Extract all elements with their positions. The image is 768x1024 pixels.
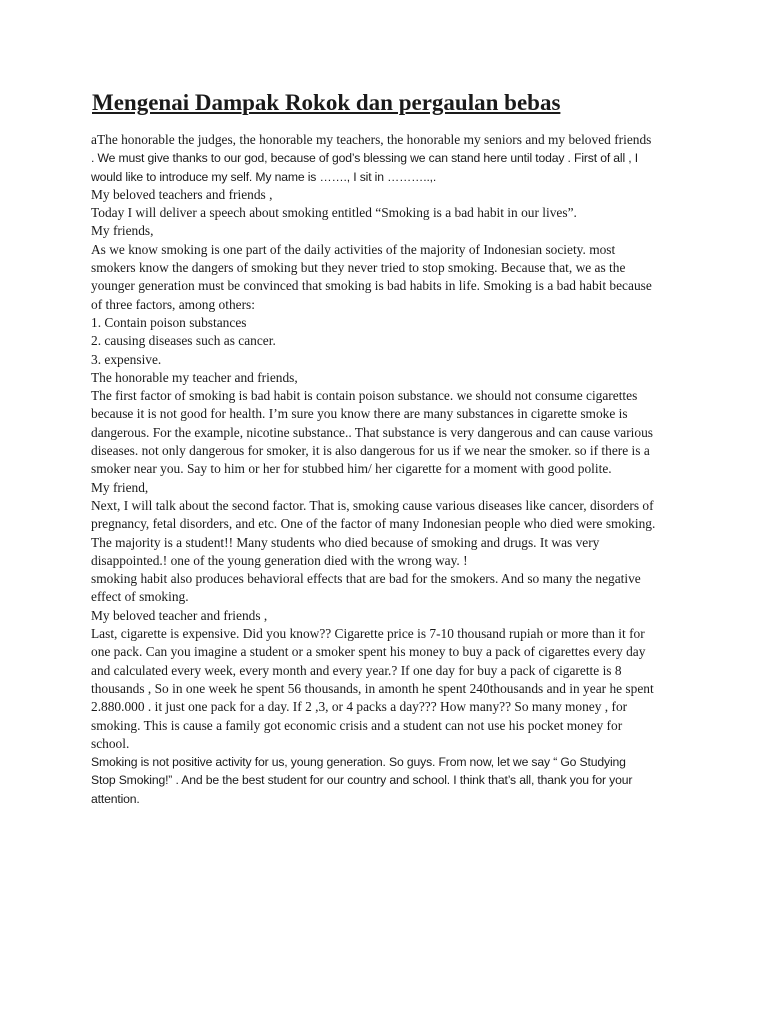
text-line: The majority is a student!! Many students who died because of smoking and drugs. It was very [91, 534, 600, 550]
text-line: aThe honorable the judges, the honorable my teachers, the honorable my seniors and my beloved friends [91, 132, 652, 147]
text-line: My friend, [91, 479, 149, 495]
text-line: disappointed.! one of the young generation died with the wrong way. ! [91, 552, 468, 568]
text-line: one pack. Can you imagine a student or a smoker spent his money to buy a pack of cigarettes every day [91, 644, 646, 660]
text-line: My beloved teachers and friends , [91, 186, 273, 202]
text-line: diseases. not only dangerous for smoker, it is also dangerous for us if we near the smoker. so if there is a [91, 443, 650, 459]
text-line: Stop Smoking!” . And be the best student for our country and school. I think that’s all, thank you for your [91, 773, 633, 788]
text-line: dangerous. For the example, nicotine substance.. That substance is very dangerous and can cause various [91, 424, 653, 440]
text-line: My beloved teacher and friends , [91, 607, 268, 623]
text-line: The honorable my teacher and friends, [91, 369, 298, 385]
text-line: As we know smoking is one part of the daily activities of the majority of Indonesian society. most [91, 241, 616, 257]
text-line: would like to introduce my self. My name is ……., I sit in ………..,. [91, 169, 437, 184]
text-line: smokers know the dangers of smoking but they never tried to stop smoking. Because that, we as the [91, 260, 626, 276]
text-line: school. [91, 735, 130, 751]
text-line: smoking habit also produces behavioral effects that are bad for the smokers. And so many the negative [91, 571, 641, 587]
text-line: Smoking is not positive activity for us, young generation. So guys. From now, let we say “ Go Studying [91, 755, 626, 770]
list-item: 2. causing diseases such as cancer. [91, 333, 276, 349]
text-line: pregnancy, fetal disorders, and etc. One of the factor of many Indonesian people who died were smoking. [91, 516, 656, 532]
text-line: Today I will deliver a speech about smoking entitled “Smoking is a bad habit in our lives”. [91, 205, 577, 221]
text-line: The first factor of smoking is bad habit is contain poison substance. we should not consume cigarettes [91, 388, 638, 404]
text-line: 2.880.000 . it just one pack for a day. If 2 ,3, or 4 packs a day??? How many?? So many money , for [91, 699, 628, 715]
list-item: 1. Contain poison substances [91, 314, 247, 330]
text-line: Last, cigarette is expensive. Did you know?? Cigarette price is 7-10 thousand rupiah or more than it for [91, 626, 645, 642]
text-line: of three factors, among others: [91, 296, 255, 312]
text-line: because it is not good for health. I’m sure you know there are many substances in cigarette smoke is [91, 406, 628, 422]
text-line: effect of smoking. [91, 589, 189, 605]
text-line: smoking. This is cause a family got economic crisis and a student can not use his pocket money for [91, 717, 623, 733]
list-item: 3. expensive. [91, 351, 162, 367]
text-line: and calculated every week, every month and every year.? If one day for buy a pack of cigarette is 8 [91, 662, 622, 678]
text-line: attention. [91, 791, 140, 806]
speech-body [91, 131, 691, 808]
text-line: My friends, [91, 223, 154, 239]
text-line: Next, I will talk about the second factor. That is, smoking cause various diseases like cancer, disorders of [91, 497, 654, 513]
text-line: . We must give thanks to our god, because of god’s blessing we can stand here until today . First of all , I [91, 151, 638, 166]
text-line: smoker near you. Say to him or her for stubbed him/ her cigarette for a moment with good polite. [91, 461, 612, 477]
text-line: thousands , So in one week he spent 56 thousands, in amonth he spent 240thousands and in year he spent [91, 680, 654, 696]
text-line: younger generation must be convinced that smoking is bad habits in life. Smoking is a bad habit because [91, 278, 652, 294]
document-title: Mengenai Dampak Rokok dan pergaulan bebas [92, 90, 561, 115]
